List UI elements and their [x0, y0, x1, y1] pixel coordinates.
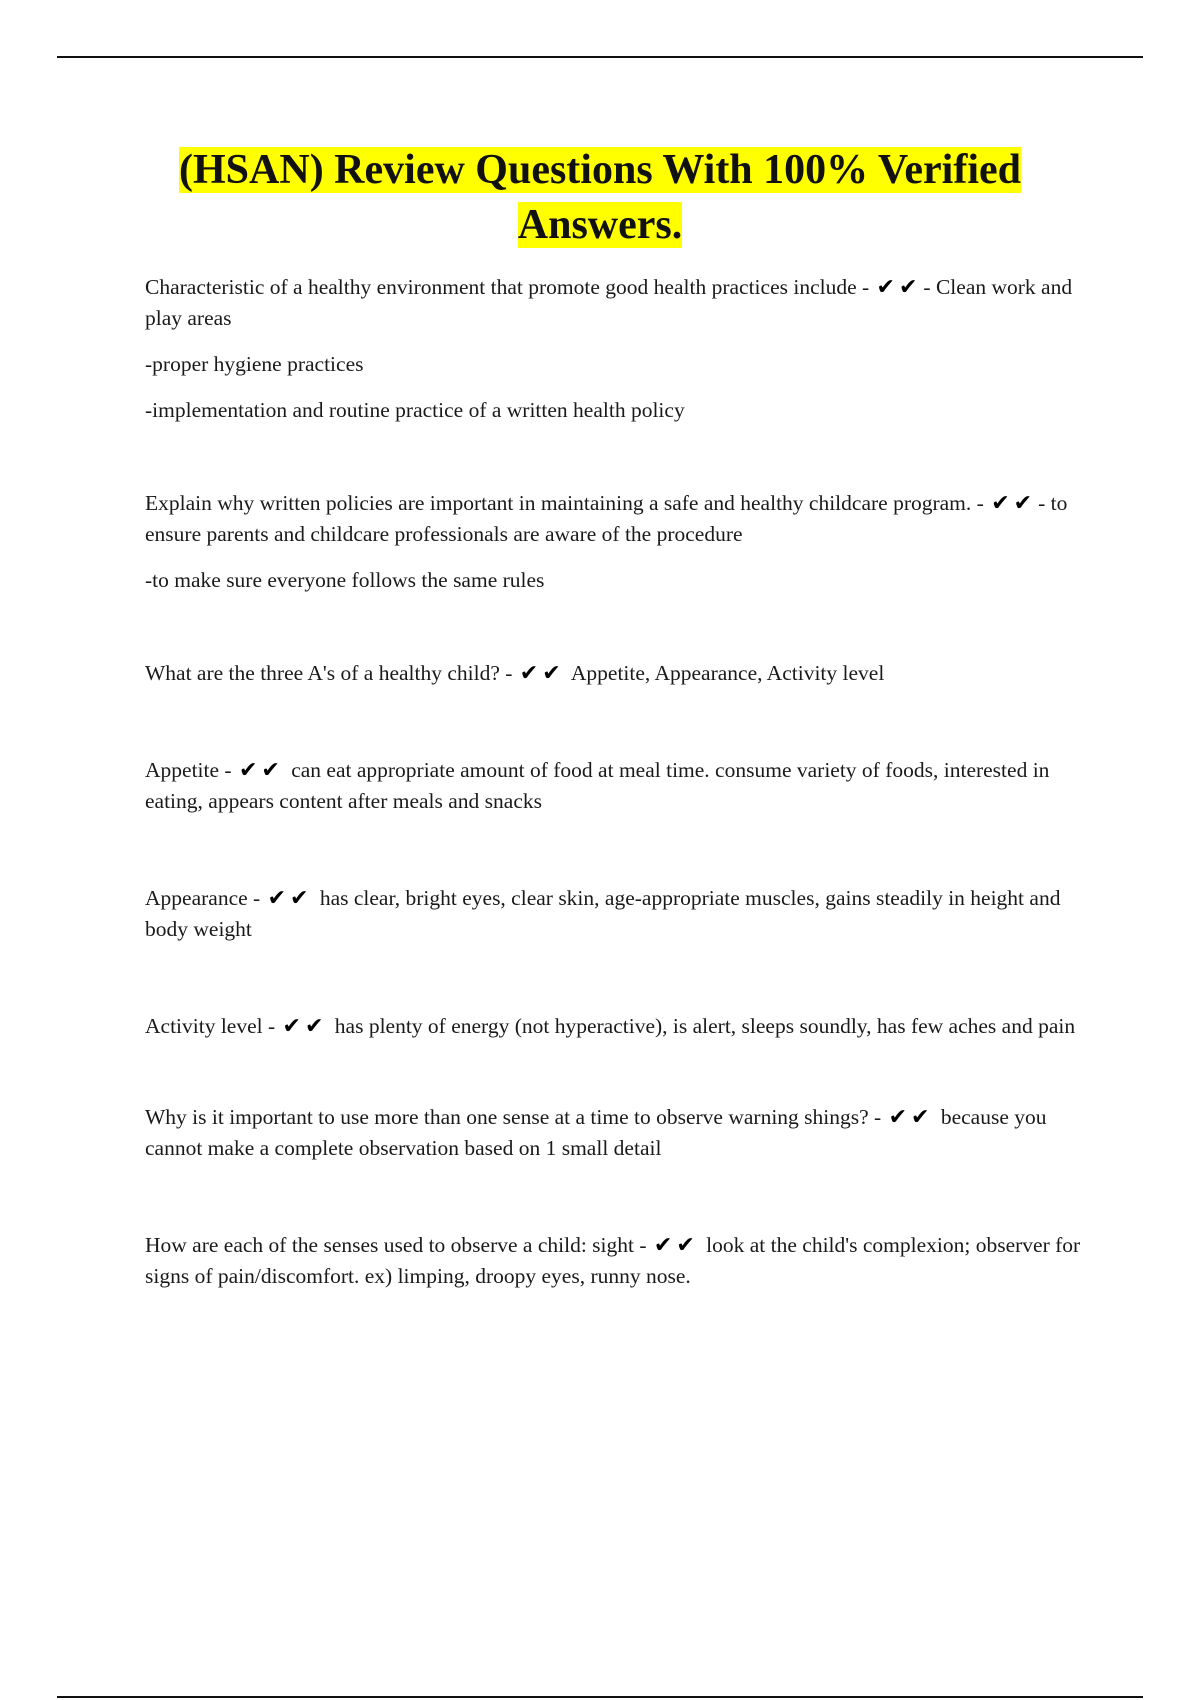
qa-item	[145, 755, 1085, 817]
qa-item	[145, 883, 1085, 945]
double-check-icon: ✔✔	[267, 886, 313, 911]
double-check-icon: ✔✔	[519, 661, 565, 686]
double-check-icon: ✔✔	[238, 758, 284, 783]
double-check-icon: ✔✔	[888, 1105, 934, 1130]
qa-item	[145, 1230, 1085, 1292]
question-text: Appearance -	[145, 886, 261, 910]
title-line-1: (HSAN) Review Questions With 100% Verified	[179, 147, 1021, 193]
answer-text: Clean work and play areas	[145, 275, 1073, 330]
answer-text: because you cannot make a complete observation based on 1 small detail	[145, 1105, 1047, 1160]
answer-text: to ensure parents and childcare professionals are aware of the procedure	[145, 491, 1068, 546]
answer-continuation: -implementation and routine practice of a written health policy	[145, 398, 685, 422]
qa-item	[145, 488, 1085, 596]
answer-text: has plenty of energy (not hyperactive), is alert, sleeps soundly, has few aches and pain	[334, 1014, 1076, 1038]
question-text: Why is it important to use more than one sense at a time to observe warning shings? -	[145, 1105, 882, 1129]
top-rule	[57, 56, 1143, 58]
title-line-2: Answers.	[517, 202, 683, 248]
bottom-rule	[57, 1696, 1143, 1698]
answer-text: Appetite, Appearance, Activity level	[570, 661, 885, 685]
qa-item	[145, 658, 1085, 689]
double-check-icon: ✔✔	[991, 491, 1037, 516]
double-check-icon: ✔✔	[282, 1014, 328, 1039]
question-text: Appetite -	[145, 758, 232, 782]
question-text: How are each of the senses used to observe a child: sight -	[145, 1233, 647, 1257]
answer-separator: -	[923, 275, 931, 299]
qa-item	[145, 1011, 1085, 1042]
qa-item	[145, 272, 1085, 426]
qa-list	[145, 272, 1085, 1292]
question-text: What are the three A's of a healthy child? -	[145, 661, 513, 685]
answer-text: has clear, bright eyes, clear skin, age-appropriate muscles, gains steadily in height and body weight	[145, 886, 1061, 941]
answer-continuation: -to make sure everyone follows the same rules	[145, 568, 545, 592]
answer-text: can eat appropriate amount of food at meal time. consume variety of foods, interested in eating, appears content after meals and snacks	[145, 758, 1050, 813]
question-text: Characteristic of a healthy environment that promote good health practices include -	[145, 275, 870, 299]
qa-item	[145, 1102, 1085, 1164]
double-check-icon: ✔✔	[876, 275, 922, 300]
answer-continuation: -proper hygiene practices	[145, 352, 364, 376]
question-text: Activity level -	[145, 1014, 276, 1038]
double-check-icon: ✔✔	[653, 1233, 699, 1258]
page-title	[100, 143, 1100, 253]
answer-separator: -	[1038, 491, 1046, 515]
answer-text: look at the child's complexion; observer for signs of pain/discomfort. ex) limping, droopy eyes, runny nose.	[145, 1233, 1081, 1288]
question-text: Explain why written policies are important in maintaining a safe and healthy childcare program. -	[145, 491, 984, 515]
